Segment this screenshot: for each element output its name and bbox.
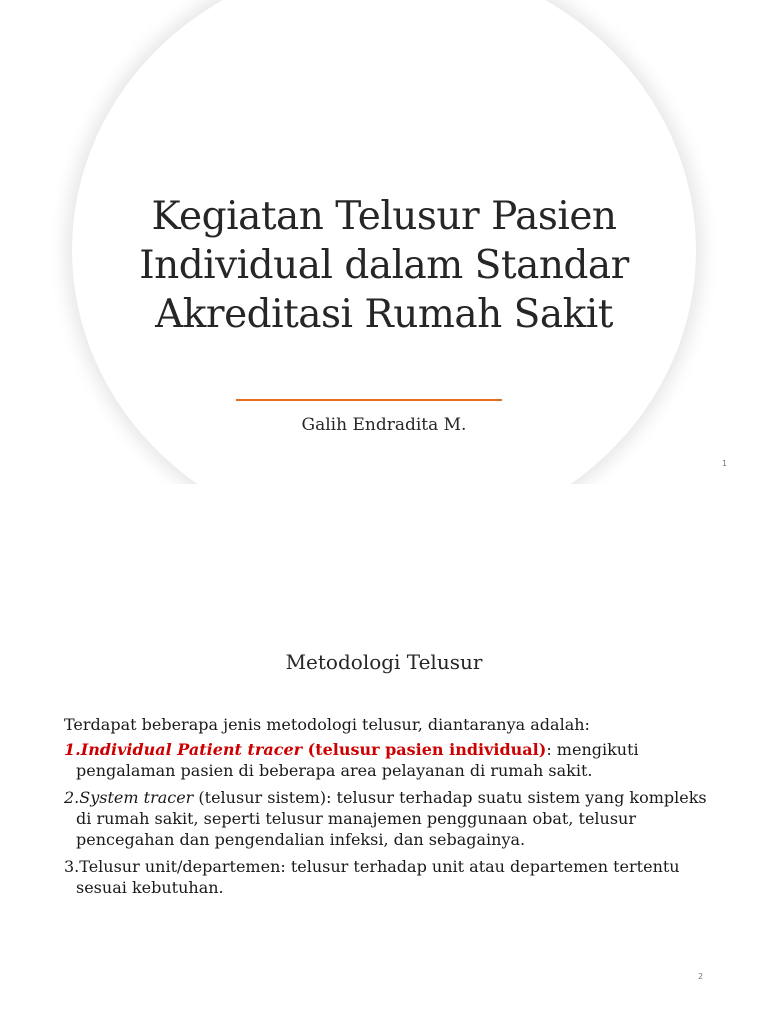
item-1-term: Individual Patient tracer [80,740,303,759]
item-1-prefix: 1. [64,740,81,759]
list-item-unit-tracer [64,856,714,898]
author-name: Galih Endradita M. [301,415,467,435]
item-3-prefix: 3. [64,857,80,876]
item-2-text: (telusur sistem): telusur terhadap suatu sistem yang kompleks di rumah sakit, seperti telusur manajemen penggunaan obat, telusur pencegahan dan pengendalian infeksi, dan sebagainya. [76,788,707,849]
slide-1-page-number: 1 [722,459,728,468]
item-3-text: Telusur unit/departemen: telusur terhadap unit atau departemen tertentu sesuai kebutuhan. [76,857,680,897]
list-item-individual-tracer [64,739,714,781]
item-1-paren: (telusur pasien individual) [302,740,547,759]
slide-2 [0,484,768,1024]
item-2-term: System tracer [79,788,194,807]
slide-2-body [64,714,714,904]
presentation-title: Kegiatan Telusur Pasien Individual dalam Standar Akreditasi Rumah Sakit [139,194,629,337]
list-item-system-tracer [64,787,714,850]
title-accent-divider [236,399,502,401]
slide-2-page-number: 2 [698,972,704,981]
item-2-prefix: 2. [64,788,80,807]
slide-1 [0,0,768,484]
intro-text: Terdapat beberapa jenis metodologi telusur, diantaranya adalah: [64,715,590,734]
slide-2-title: Metodologi Telusur [285,650,483,674]
item-1-text: : mengikuti pengalaman pasien di beberapa area pelayanan di rumah sakit. [76,740,639,780]
